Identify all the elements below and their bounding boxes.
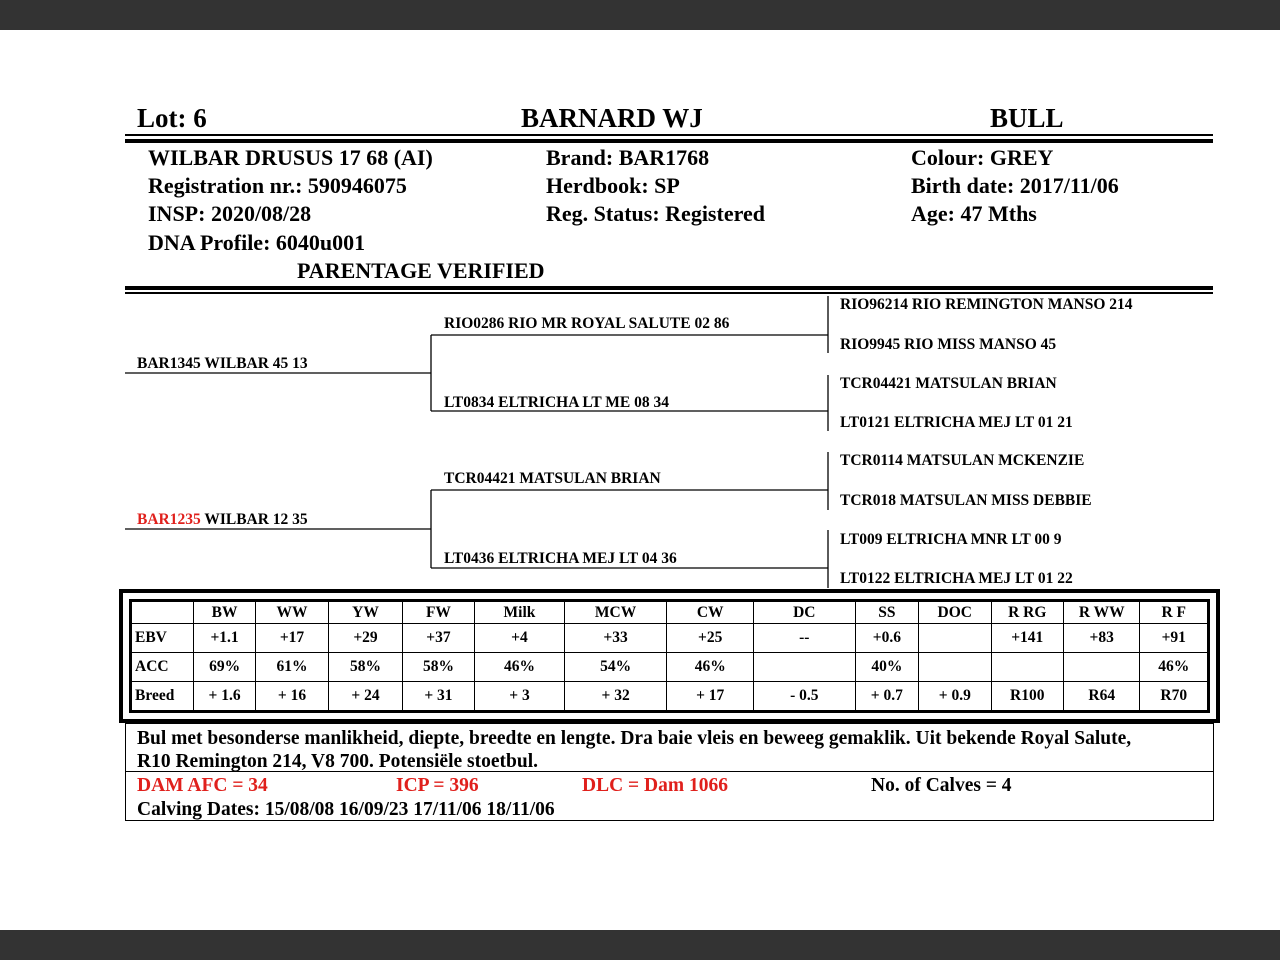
- icp: ICP = 396: [396, 775, 479, 796]
- ggp-3: TCR04421 MATSULAN BRIAN: [840, 375, 1057, 392]
- acc-row: [132, 653, 1208, 682]
- table-cell: + 32: [564, 682, 667, 711]
- ggp-4: LT0121 ELTRICHA MEJ LT 01 21: [840, 414, 1073, 431]
- row-label: Breed: [132, 682, 194, 711]
- table-cell: + 0.7: [855, 682, 918, 711]
- calving-dates: Calving Dates: 15/08/08 16/09/23 17/11/06 18/11/06: [137, 799, 555, 820]
- ggp-7: LT009 ELTRICHA MNR LT 00 9: [840, 531, 1062, 548]
- dam-afc: DAM AFC = 34: [137, 775, 268, 796]
- comment-line-1: Bul met besonderse manlikheid, diepte, breedte en lengte. Dra baie vleis en beweeg gemaklik. Uit bekende Royal Salute,: [137, 728, 1132, 749]
- table-cell: R100: [991, 682, 1063, 711]
- table-cell: +1.1: [194, 624, 255, 653]
- col-header: FW: [402, 602, 474, 624]
- table-cell: R64: [1063, 682, 1139, 711]
- brand: Brand: BAR1768: [546, 145, 710, 170]
- reg-status: Reg. Status: Registered: [546, 201, 765, 226]
- dam-sire: TCR04421 MATSULAN BRIAN: [444, 470, 661, 487]
- col-header: MCW: [564, 602, 667, 624]
- col-header: CW: [667, 602, 754, 624]
- dam-code: BAR1235: [137, 511, 201, 528]
- sire-sire: RIO0286 RIO MR ROYAL SALUTE 02 86: [444, 315, 730, 332]
- table-cell: 69%: [194, 653, 255, 682]
- registration-number: Registration nr.: 590946075: [148, 173, 407, 198]
- table-cell: + 3: [475, 682, 565, 711]
- dlc: DLC = Dam 1066: [582, 775, 728, 796]
- col-header: YW: [329, 602, 402, 624]
- table-cell: +17: [255, 624, 328, 653]
- table-cell: +0.6: [855, 624, 918, 653]
- table-cell: 46%: [667, 653, 754, 682]
- table-cell: [753, 653, 855, 682]
- table-cell: [919, 624, 991, 653]
- age: Age: 47 Mths: [911, 201, 1037, 226]
- table-cell: +37: [402, 624, 474, 653]
- ggp-5: TCR0114 MATSULAN MCKENZIE: [840, 452, 1085, 469]
- ebv-row: [132, 624, 1208, 653]
- row-label: ACC: [132, 653, 194, 682]
- table-cell: 40%: [855, 653, 918, 682]
- table-cell: [991, 653, 1063, 682]
- ebv-table-inner: [129, 599, 1210, 713]
- table-cell: +25: [667, 624, 754, 653]
- dam-dam: LT0436 ELTRICHA MEJ LT 04 36: [444, 550, 677, 567]
- col-header: SS: [855, 602, 918, 624]
- table-cell: + 24: [329, 682, 402, 711]
- table-cell: + 31: [402, 682, 474, 711]
- ggp-2: RIO9945 RIO MISS MANSO 45: [840, 336, 1057, 353]
- table-cell: 46%: [1140, 653, 1208, 682]
- insp-date: INSP: 2020/08/28: [148, 201, 312, 226]
- parentage-verified: PARENTAGE VERIFIED: [297, 258, 545, 283]
- table-cell: +33: [564, 624, 667, 653]
- ebv-header-row: [132, 602, 1208, 624]
- col-header: BW: [194, 602, 255, 624]
- col-header: DOC: [919, 602, 991, 624]
- table-cell: [1063, 653, 1139, 682]
- colour: Colour: GREY: [911, 145, 1054, 170]
- row-label: EBV: [132, 624, 194, 653]
- sire: BAR1345 WILBAR 45 13: [137, 355, 308, 372]
- table-cell: - 0.5: [753, 682, 855, 711]
- table-cell: --: [753, 624, 855, 653]
- number-of-calves: No. of Calves = 4: [871, 775, 1012, 796]
- breed-row: [132, 682, 1208, 711]
- table-cell: 46%: [475, 653, 565, 682]
- dam-name: WILBAR 12 35: [200, 511, 308, 528]
- dam: [137, 511, 308, 529]
- animal-name: WILBAR DRUSUS 17 68 (AI): [148, 145, 433, 170]
- table-cell: +141: [991, 624, 1063, 653]
- ebv-table: [131, 601, 1208, 711]
- animal-sex: BULL: [990, 103, 1064, 133]
- ggp-1: RIO96214 RIO REMINGTON MANSO 214: [840, 296, 1133, 313]
- table-cell: 58%: [329, 653, 402, 682]
- breeder-name: BARNARD WJ: [521, 103, 703, 133]
- table-cell: 61%: [255, 653, 328, 682]
- table-cell: + 16: [255, 682, 328, 711]
- sire-dam: LT0834 ELTRICHA LT ME 08 34: [444, 394, 669, 411]
- table-cell: +29: [329, 624, 402, 653]
- col-header: DC: [753, 602, 855, 624]
- comment-line-2: R10 Remington 214, V8 700. Potensiële stoetbul.: [137, 751, 538, 772]
- col-header: R WW: [1063, 602, 1139, 624]
- ggp-8: LT0122 ELTRICHA MEJ LT 01 22: [840, 570, 1073, 587]
- col-header: Milk: [475, 602, 565, 624]
- dna-profile: DNA Profile: 6040u001: [148, 230, 366, 255]
- table-cell: + 0.9: [919, 682, 991, 711]
- table-cell: 58%: [402, 653, 474, 682]
- birth-date: Birth date: 2017/11/06: [911, 173, 1119, 198]
- lot-number: Lot: 6: [137, 103, 207, 133]
- col-header: R RG: [991, 602, 1063, 624]
- table-cell: R70: [1140, 682, 1208, 711]
- col-header: R F: [1140, 602, 1208, 624]
- table-cell: +83: [1063, 624, 1139, 653]
- col-header: WW: [255, 602, 328, 624]
- table-cell: +4: [475, 624, 565, 653]
- table-cell: + 1.6: [194, 682, 255, 711]
- ebv-table-frame: [119, 589, 1220, 723]
- table-cell: [919, 653, 991, 682]
- table-cell: +91: [1140, 624, 1208, 653]
- col-header: [132, 602, 194, 624]
- ggp-6: TCR018 MATSULAN MISS DEBBIE: [840, 492, 1092, 509]
- table-cell: 54%: [564, 653, 667, 682]
- herdbook: Herdbook: SP: [546, 173, 680, 198]
- table-cell: + 17: [667, 682, 754, 711]
